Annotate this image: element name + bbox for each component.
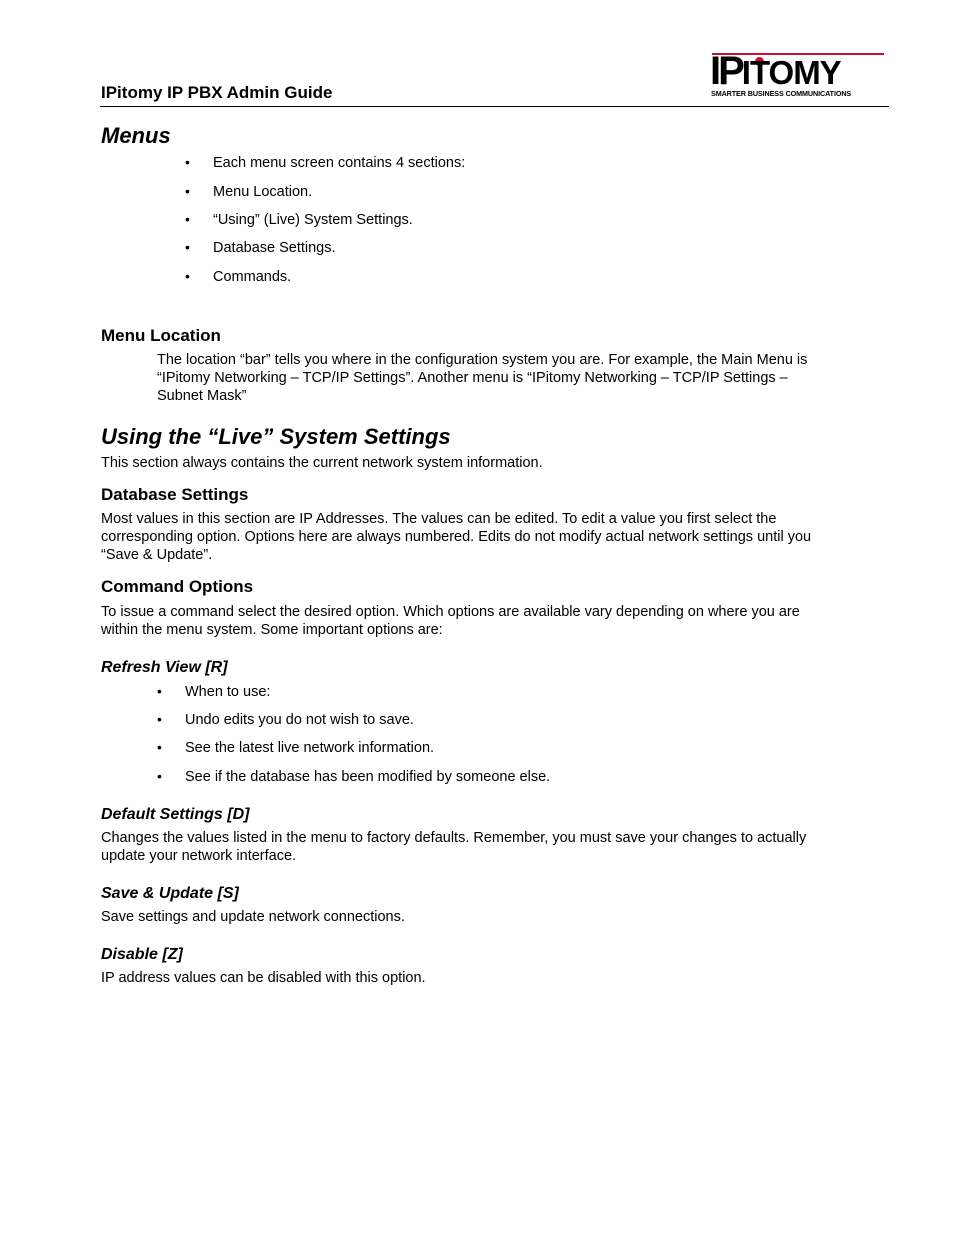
paragraph-line: corresponding option. Options here are always numbered. Edits do not modify actual network settings until you (101, 529, 812, 545)
paragraph-line: update your network interface. (101, 848, 297, 864)
list-item: When to use: (185, 684, 271, 700)
logo-tagline: SMARTER BUSINESS COMMUNICATIONS (711, 89, 852, 98)
list-item: See the latest live network information. (185, 740, 435, 756)
save-update-paragraph: Save settings and update network connections. (101, 909, 405, 925)
header-rule (100, 106, 889, 107)
disable-heading: Disable [Z] (101, 946, 183, 963)
paragraph-line: within the menu system. Some important options are: (101, 622, 443, 638)
paragraph-line: Most values in this section are IP Addresses. The values can be edited. To edit a value you first select the (101, 511, 777, 527)
list-item: Undo edits you do not wish to save. (185, 712, 414, 728)
paragraph-line: Changes the values listed in the menu to factory defaults. Remember, you must save your changes to actually (101, 830, 807, 846)
paragraph-line: “IPitomy Networking – TCP/IP Settings”. Another menu is “IPitomy Networking – TCP/IP Settings – (157, 370, 788, 386)
ipitomy-logo (710, 50, 886, 100)
disable-paragraph: IP address values can be disabled with this option. (101, 970, 426, 986)
command-options-paragraph (101, 603, 800, 639)
database-settings-paragraph (101, 510, 811, 564)
logo-wordmark: IPITOMY (710, 49, 841, 93)
bullet-icon: • (157, 683, 162, 699)
default-settings-paragraph (101, 829, 806, 865)
list-item: See if the database has been modified by someone else. (185, 769, 551, 785)
bullet-icon: • (157, 739, 162, 755)
paragraph-line: “Save & Update”. (101, 547, 213, 563)
bullet-icon: • (185, 211, 190, 227)
using-live-heading: Using the “Live” System Settings (101, 424, 451, 449)
command-options-heading: Command Options (101, 577, 254, 596)
using-live-paragraph: This section always contains the current network system information. (101, 455, 543, 471)
list-item: Each menu screen contains 4 sections: (213, 155, 466, 171)
bullet-icon: • (185, 239, 190, 255)
menu-location-heading: Menu Location (101, 326, 221, 345)
save-update-heading: Save & Update [S] (101, 885, 239, 902)
paragraph-line: Subnet Mask” (157, 388, 247, 404)
bullet-icon: • (157, 711, 162, 727)
list-item: Database Settings. (213, 240, 336, 256)
paragraph-line: The location “bar” tells you where in the configuration system you are. For example, the Main Menu is (157, 352, 808, 368)
list-item: “Using” (Live) System Settings. (213, 212, 413, 228)
bullet-icon: • (185, 154, 190, 170)
list-item: Menu Location. (213, 184, 313, 200)
paragraph-line: To issue a command select the desired option. Which options are available vary depending on where you are (101, 604, 800, 620)
refresh-view-heading: Refresh View [R] (101, 659, 228, 676)
default-settings-heading: Default Settings [D] (101, 806, 250, 823)
menus-heading: Menus (101, 123, 171, 148)
document-header-title: IPitomy IP PBX Admin Guide (101, 83, 333, 102)
bullet-icon: • (185, 183, 190, 199)
menu-location-paragraph (157, 351, 807, 405)
bullet-icon: • (185, 268, 190, 284)
database-settings-heading: Database Settings (101, 485, 249, 504)
list-item: Commands. (213, 269, 292, 285)
bullet-icon: • (157, 768, 162, 784)
